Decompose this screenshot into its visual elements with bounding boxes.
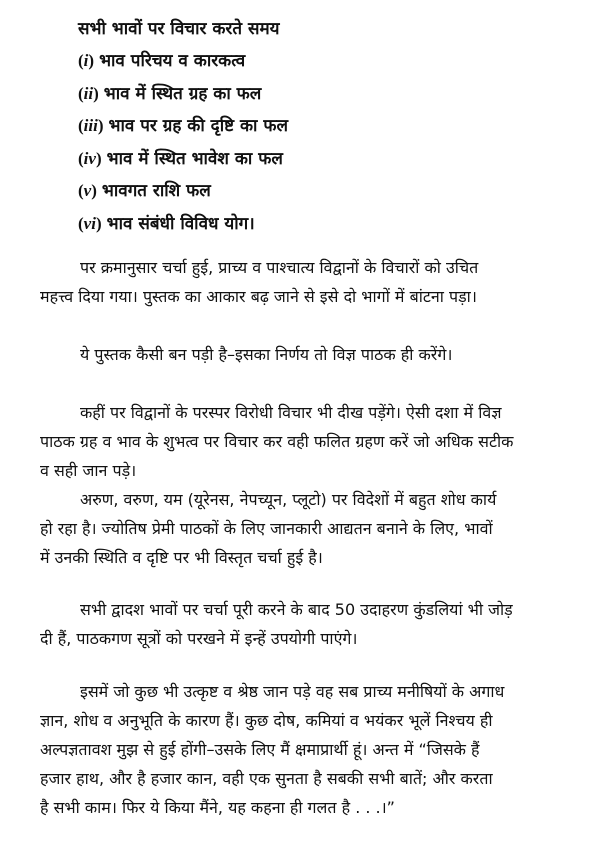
paragraph-acknowledgement <box>40 677 600 822</box>
paragraph-line: व सही जान पड़े। <box>40 461 137 480</box>
paragraph-line: हजार हाथ, और है हजार कान, वही एक सुनता है सबकी सभी बातें; और करता <box>40 769 493 788</box>
section-heading: सभी भावों पर विचार करते समय <box>78 19 280 39</box>
paragraph-line: अल्पज्ञतावश मुझ से हुई होंगी–उसके लिए मैं क्षमाप्रार्थी हूं। अन्त में “जिसके हैं <box>40 740 480 759</box>
list-item-text: भाव परिचय व कारकत्व <box>99 51 246 71</box>
list-item <box>78 50 288 83</box>
paragraph-line: ज्ञान, शोध व अनुभूति के कारण हैं। कुछ दोष, कमियां व भयंकर भूलें निश्चय ही <box>40 711 493 730</box>
paragraph-line: हो रहा है। ज्योतिष प्रेमी पाठकों के लिए जानकारी आद्यतन बनाने के लिए, भावों <box>40 519 493 538</box>
paragraph-line: महत्त्व दिया गया। पुस्तक का आकार बढ़ जाने से इसे दो भागों में बांटना पड़ा। <box>40 287 477 306</box>
list-number: (vi) <box>78 213 102 233</box>
paragraph-line: पर क्रमानुसार चर्चा हुई, प्राच्य व पाश्चात्य विद्वानों के विचारों को उचित <box>80 258 479 277</box>
paragraph-conflicting-views <box>40 398 600 485</box>
list-number: (iii) <box>78 116 104 135</box>
list-number: (i) <box>78 51 95 70</box>
paragraph-line: है सभी काम। फिर ये किया मैंने, यह कहना ही गलत है . . .।” <box>40 798 395 817</box>
paragraph-line: ये पुस्तक कैसी बन पड़ी है–इसका निर्णय तो विज्ञ पाठक ही करेंगे। <box>80 345 453 364</box>
list-item-text: भाव संबंधी विविध योग। <box>106 213 255 234</box>
list-number: (ii) <box>78 83 99 103</box>
paragraph-reader-judgement <box>40 340 600 369</box>
list-item-text: भाव पर ग्रह की दृष्टि का फल <box>108 116 288 136</box>
paragraph-line: कहीं पर विद्वानों के परस्पर विरोधी विचार भी दीख पड़ेंगे। ऐसी दशा में विज्ञ <box>80 403 502 422</box>
paragraph-line: में उनकी स्थिति व दृष्टि पर भी विस्तृत चर्चा हुई है। <box>40 548 323 567</box>
list-number: (v) <box>78 181 97 200</box>
paragraph-line: इसमें जो कुछ भी उत्कृष्ट व श्रेष्ठ जान पड़े वह सब प्राच्य मनीषियों के अगाध <box>80 682 505 701</box>
list-item-text: भाव में स्थित भावेश का फल <box>106 148 283 169</box>
paragraph-example-charts <box>40 595 600 653</box>
paragraph-line: पाठक ग्रह व भाव के शुभत्व पर विचार कर वही फलित ग्रहण करें जो अधिक सटीक <box>40 432 514 451</box>
list-item <box>78 115 288 148</box>
paragraph-order-discussion <box>40 253 600 311</box>
paragraph-line: दी हैं, पाठकगण सूत्रों को परखने में इन्हें उपयोगी पाएंगे। <box>40 629 358 648</box>
paragraph-outer-planets <box>40 485 600 572</box>
paragraph-line: अरुण, वरुण, यम (यूरेनस, नेपच्यून, प्लूटो) पर विदेशों में बहुत शोध कार्य <box>80 490 497 509</box>
list-item <box>78 148 288 181</box>
list-item <box>78 180 288 213</box>
list-item-text: भावगत राशि फल <box>101 181 211 201</box>
list-item <box>78 83 288 116</box>
list-item-text: भाव में स्थित ग्रह का फल <box>103 83 262 104</box>
list-number: (iv) <box>78 148 102 168</box>
considerations-list <box>78 50 288 245</box>
list-item <box>78 213 288 246</box>
paragraph-line: सभी द्वादश भावों पर चर्चा पूरी करने के बाद 50 उदाहरण कुंडलियां भी जोड़ <box>80 600 513 619</box>
